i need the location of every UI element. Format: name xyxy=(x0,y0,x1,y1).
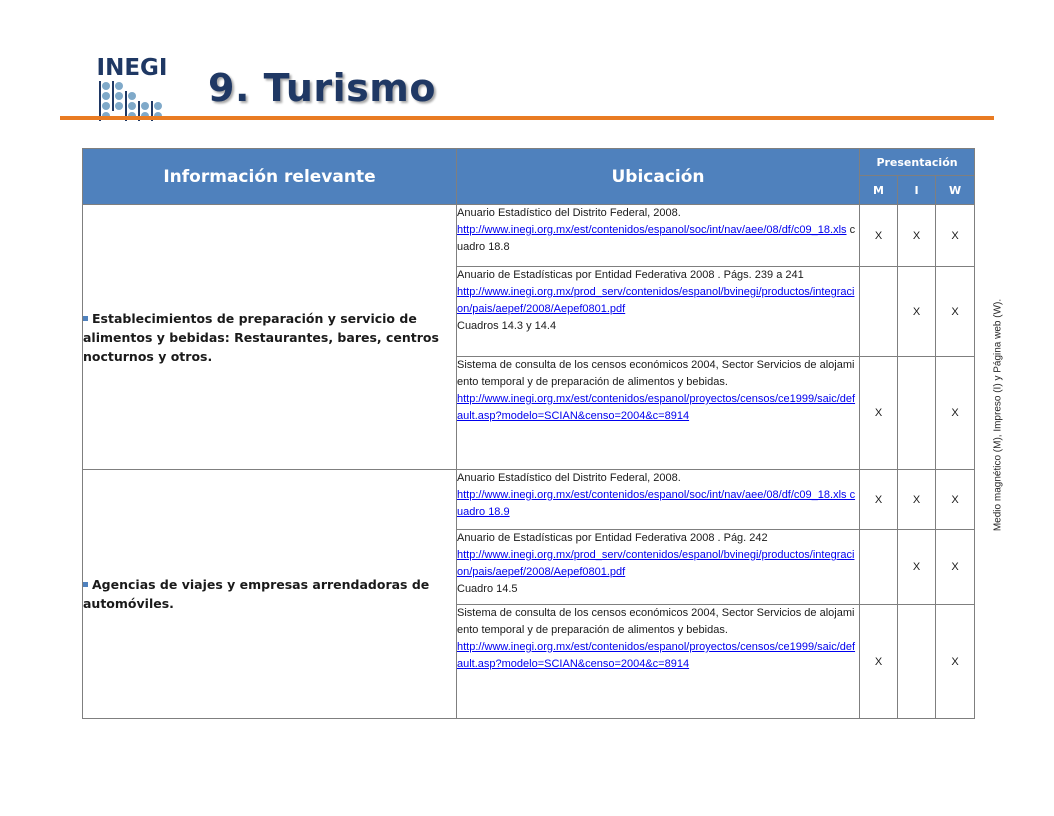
location-link[interactable]: http://www.inegi.org.mx/est/contenidos/espanol/proyectos/censos/ce1999/saic/default.asp?modelo=SCIAN&censo=2004&c=8914 xyxy=(457,641,856,670)
mark-m xyxy=(860,530,898,605)
location-note: Cuadro 14.5 xyxy=(457,583,518,595)
mark-m: X xyxy=(860,205,898,267)
location-note: cuadro 18.8 xyxy=(457,224,856,253)
bullet-icon xyxy=(83,316,88,321)
bullet-icon xyxy=(83,582,88,587)
logo-text: INEGI xyxy=(96,55,168,81)
location-text: Anuario Estadístico del Distrito Federal, 2008. xyxy=(457,472,681,484)
location-text: Anuario de Estadísticas por Entidad Federativa 2008 . Pág. 242 xyxy=(457,532,768,544)
location-cell xyxy=(457,470,860,530)
mark-i: X xyxy=(898,205,936,267)
info-text: Establecimientos de preparación y servicio de alimentos y bebidas: Restaurantes, bares, centros nocturnos y otros. xyxy=(83,310,439,364)
info-text: Agencias de viajes y empresas arrendadoras de automóviles. xyxy=(83,577,430,611)
location-text: Anuario Estadístico del Distrito Federal, 2008. xyxy=(457,207,681,219)
mark-w: X xyxy=(936,530,975,605)
mark-w: X xyxy=(936,357,975,470)
info-cell xyxy=(83,205,457,470)
mark-i xyxy=(898,357,936,470)
location-link[interactable]: http://www.inegi.org.mx/prod_serv/contenidos/espanol/bvinegi/productos/integracion/pais/aepef/2008/Aepef0801.pdf xyxy=(457,549,855,578)
location-cell xyxy=(457,530,860,605)
location-cell xyxy=(457,605,860,719)
mark-m xyxy=(860,267,898,357)
location-text: Sistema de consulta de los censos económicos 2004, Sector Servicios de alojamiento temporal y de preparación de alimentos y bebidas. xyxy=(457,359,855,388)
info-table xyxy=(82,148,975,719)
col-header-m: M xyxy=(860,176,898,205)
location-link[interactable]: http://www.inegi.org.mx/prod_serv/contenidos/espanol/bvinegi/productos/integracion/pais/aepef/2008/Aepef0801.pdf xyxy=(457,286,855,315)
mark-i: X xyxy=(898,530,936,605)
table-row xyxy=(83,205,975,267)
table-row xyxy=(83,470,975,530)
col-header-w: W xyxy=(936,176,975,205)
location-cell xyxy=(457,357,860,470)
mark-w: X xyxy=(936,205,975,267)
mark-i: X xyxy=(898,470,936,530)
location-cell xyxy=(457,267,860,357)
mark-m: X xyxy=(860,357,898,470)
mark-m: X xyxy=(860,470,898,530)
mark-w: X xyxy=(936,267,975,357)
mark-i xyxy=(898,605,936,719)
location-link[interactable]: http://www.inegi.org.mx/est/contenidos/espanol/proyectos/censos/ce1999/saic/default.asp?modelo=SCIAN&censo=2004&c=8914 xyxy=(457,393,856,422)
col-header-info: Información relevante xyxy=(83,149,457,205)
location-link[interactable]: http://www.inegi.org.mx/est/contenidos/espanol/soc/int/nav/aee/08/df/c09_18.xls cuadro 18.9 xyxy=(457,489,856,518)
col-header-location: Ubicación xyxy=(457,149,860,205)
side-note-text: Medio magnético (M), Impreso (I) y Página web (W). xyxy=(992,298,1004,532)
mark-w: X xyxy=(936,470,975,530)
page-title: 9. Turismo xyxy=(208,66,436,110)
location-text: Anuario de Estadísticas por Entidad Federativa 2008 . Págs. 239 a 241 xyxy=(457,269,804,281)
mark-w: X xyxy=(936,605,975,719)
location-cell xyxy=(457,205,860,267)
col-header-presentation: Presentación xyxy=(860,149,975,176)
side-note xyxy=(990,262,1006,568)
location-text: Sistema de consulta de los censos económicos 2004, Sector Servicios de alojamiento temporal y de preparación de alimentos y bebidas. xyxy=(457,607,855,636)
location-note: Cuadros 14.3 y 14.4 xyxy=(457,320,557,332)
col-header-i: I xyxy=(898,176,936,205)
inegi-logo xyxy=(96,50,168,126)
location-link[interactable]: http://www.inegi.org.mx/est/contenidos/espanol/soc/int/nav/aee/08/df/c09_18.xls xyxy=(457,224,847,236)
mark-i: X xyxy=(898,267,936,357)
header-divider xyxy=(60,116,994,120)
mark-m: X xyxy=(860,605,898,719)
info-cell xyxy=(83,470,457,719)
